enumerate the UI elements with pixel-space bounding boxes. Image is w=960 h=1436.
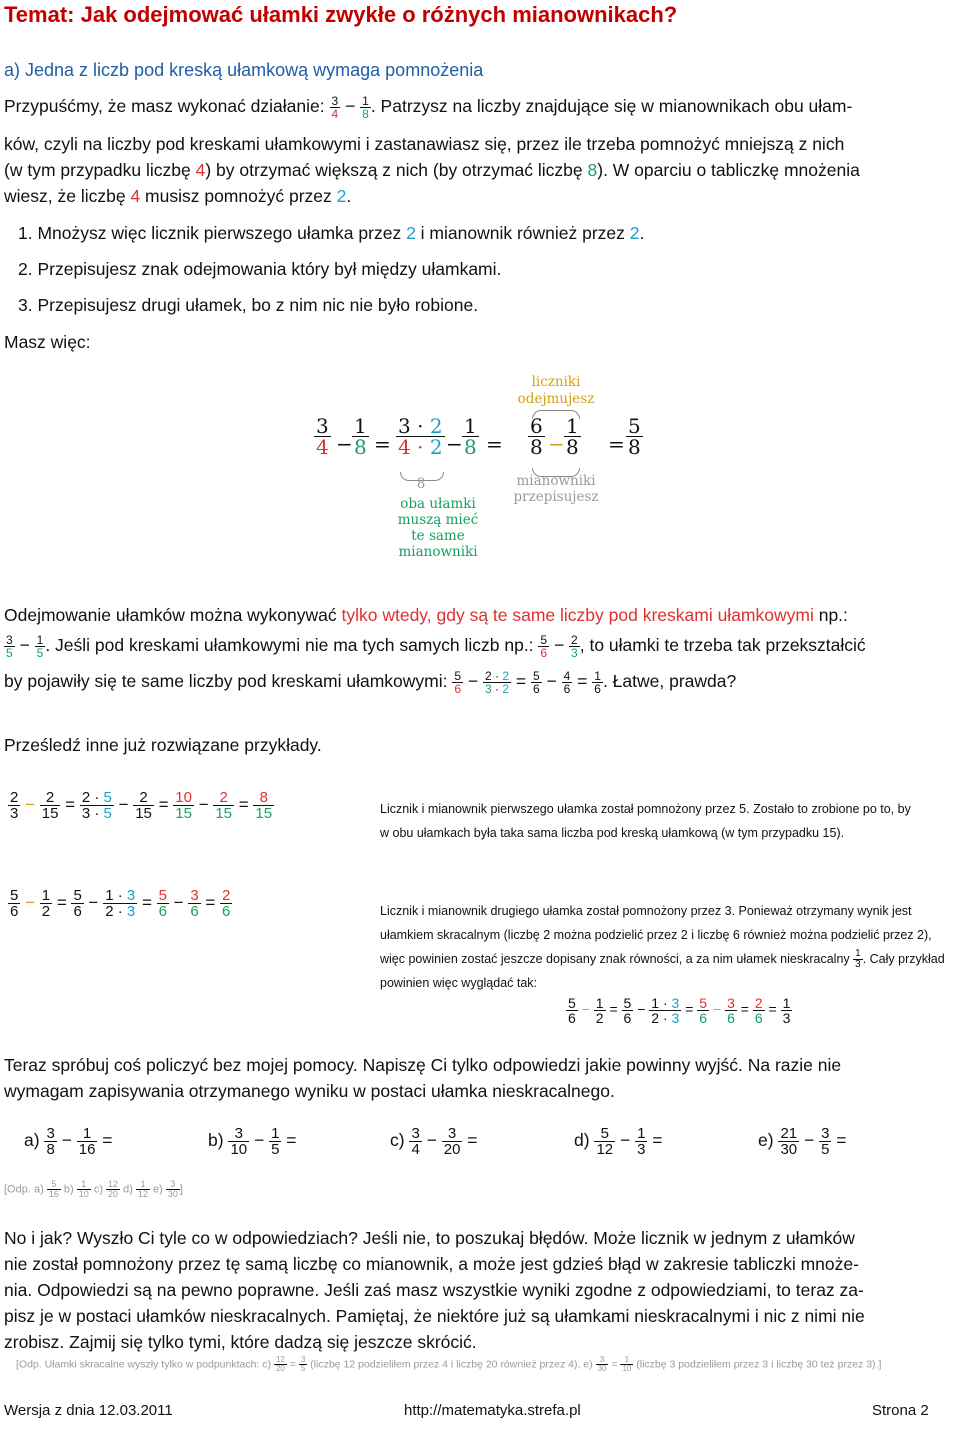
para2-line-2: $\frac{3}{5}$ − $\frac{1}{5}$ . Jeśli pod kreskami ułamkowymi nie ma tych samych liczb np.: $\frac{5}{6}$ − $\frac{2}{3}$ , to ułamki te trzeba tak przekształcić — [6, 632, 866, 660]
noijak-line-2: nie został pomnożony przez tę samą liczbę co mianownik, a może jest gdzieś błąd w zakresie tabliczki mnoże- — [4, 1254, 859, 1274]
para2-line-3: by pojawiły się te same liczby pod kreskami ułamkowymi: $\frac{5}{6}$ − $\frac{2 \cdot 2}{3 \cdot 2}$ = $\frac{5}{6}$ − $\frac{4}{6}$ = $\frac{1}{6}$ . Łatwe, prawda? — [4, 668, 737, 696]
przesledz-text: Prześledź inne już rozwiązane przykłady. — [4, 735, 322, 755]
section-subtitle: a) Jedna z liczb pod kreską ułamkową wymaga pomnożenia — [4, 60, 484, 80]
intro-line-4: wiesz, że liczbę 4 musisz pomnożyć przez 2. — [4, 186, 352, 206]
noijak-line-1: No i jak? Wyszło Ci tyle co w odpowiedziach? Jeśli nie, to poszukaj błędów. Może licznik w jednym z ułamków — [4, 1228, 855, 1248]
exercise-b: b) $\frac{3}{10}$ − $\frac{1}{5}$ = — [208, 1125, 297, 1158]
annotation-liczniki: liczniki — [531, 374, 581, 390]
page-title: Temat: Jak odejmować ułamki zwykłe o różnych mianownikach? — [4, 2, 678, 27]
footer-page: Strona 2 — [872, 1402, 929, 1419]
footer-version: Wersja z dnia 12.03.2011 — [4, 1402, 173, 1419]
fraction-1-8: $\frac{1}{8}$ — [354, 414, 367, 459]
fraction-6-8: $\frac{6}{8}$ — [530, 414, 543, 459]
fraction-1-8-c: $\frac{1}{8}$ — [566, 414, 579, 459]
intro-line-2: ków, czyli na liczby pod kreskami ułamkowymi i zastanawiasz się, przez ile trzeba pomnożyć mniejszą z nich — [4, 134, 845, 154]
fraction-result-5-8: $\frac{5}{8}$ — [628, 414, 641, 459]
teraz-line-1: Teraz spróbuj coś policzyć bez mojej pomocy. Napiszę Ci tylko odpowiedzi jakie powinny wyjść. Na razie nie — [4, 1055, 842, 1075]
fraction-3-4: $\frac{3}{4}$ — [316, 414, 329, 459]
step-2: 2. Przepisujesz znak odejmowania który był między ułamkami. — [18, 259, 502, 279]
teraz-line-2: wymagam zapisywania otrzymanego wyniku w postaci ułamka nieskracalnego. — [4, 1081, 615, 1101]
worked-example-diagram: liczniki odejmujesz $\frac{3}{4}$ − $\frac{1}{8}$ = $\frac{3 \cdot 2}{4 \cdot 2}$ − $\frac{1}{8}$ = $\frac{6}{8}$ − $\frac{1}{8}$ = $\frac{5}{8}$ 8 oba ułamki muszą mieć te same mianowniki mianowniki przepisujesz — [316, 374, 641, 560]
answers-hint: [Odp. a) $\frac{5}{16}$ b) $\frac{1}{10}$ c) $\frac{12}{20}$ d) $\frac{1}{12}$ e) $\frac{3}{30}$ ] — [4, 1179, 183, 1199]
fraction-1-8-b: $\frac{1}{8}$ — [464, 414, 477, 459]
fraction-expanded: $\frac{3 \cdot 2}{4 \cdot 2}$ — [398, 414, 443, 459]
step-1: 1. Mnożysz więc licznik pierwszego ułamka przez 2 i mianownik również przez 2. — [18, 223, 645, 243]
noijak-line-5: zrobisz. Zajmij się tylko tymi, które dadzą się jeszcze skrócić. — [4, 1332, 477, 1352]
masz-wiec: Masz więc: — [4, 332, 91, 352]
annotation-odejmujesz: odejmujesz — [517, 391, 595, 407]
exercise-d: d) $\frac{5}{12}$ − $\frac{1}{3}$ = — [574, 1125, 663, 1158]
intro-line-3: (w tym przypadku liczbę 4) by otrzymać większą z nich (by otrzymać liczbę 8). W oparciu o tabliczkę mnożenia — [4, 160, 860, 180]
answers-hint-2: [Odp. Ułamki skracalne wyszły tylko w podpunktach: c) $\frac{12}{20}$ = $\frac{3}{5}$ (liczbę 12 podzieliłem przez 4 i liczbę 20 również przez 4), e) $\frac{3}{30}$ = $\frac{1}{10}$ (liczbę 3 podzieliłem przez 3 i liczbę 30 też przez 3).] — [16, 1355, 882, 1373]
para2-line-1: Odejmowanie ułamków można wykonywać tylko wtedy, gdy są te same liczby pod kreskami ułamkowymi np.: — [4, 605, 848, 625]
example-2-equation: $\frac{5}{6}$ − $\frac{1}{2}$ = $\frac{5}{6}$ − $\frac{1 \cdot 3}{2 \cdot 3}$ = $\frac{5}{6}$ − $\frac{3}{6}$ = $\frac{2}{6}$ — [10, 887, 231, 920]
step-3: 3. Przepisujesz drugi ułamek, bo z nim nic nie było robione. — [18, 295, 479, 315]
footer-url[interactable]: http://matematyka.strefa.pl — [404, 1402, 581, 1419]
exercise-e: e) $\frac{21}{30}$ − $\frac{3}{5}$ = — [758, 1125, 847, 1158]
example-1-equation: $\frac{2}{3}$ − $\frac{2}{15}$ = $\frac{2 \cdot 5}{3 \cdot 5}$ − $\frac{2}{15}$ = $\frac{10}{15}$ − $\frac{2}{15}$ = $\frac{8}{15}$ — [10, 789, 273, 822]
example-1-explanation: Licznik i mianownik pierwszego ułamka został pomnożony przez 5. Zostało to zrobione po to, by w obu ułamkach była taka sama liczba pod kreską ułamkową (w tym przypadku 15). — [380, 802, 911, 840]
example-2-full: $\frac{5}{6}$ − $\frac{1}{2}$ = $\frac{5}{6}$ − $\frac{1 \cdot 3}{2 \cdot 3}$ = $\frac{5}{6}$ − $\frac{3}{6}$ = $\frac{2}{6}$ = $\frac{1}{3}$ — [568, 995, 791, 1026]
intro-line-1: Przypuśćmy, że masz wykonać działanie: $\frac{3}{4}$ − $\frac{1}{8}$ . Patrzysz na liczby znajdujące się w mianownikach obu ułam- — [4, 93, 853, 121]
exercise-row — [24, 1120, 944, 1164]
noijak-line-3: nia. Odpowiedzi są na pewno poprawne. Jeśli zaś masz wszystkie wyniki zgodne z odpowiedziami, to teraz za- — [4, 1280, 864, 1300]
noijak-line-4: pisz je w postaci ułamków nieskracalnych. Pamiętaj, że niektóre już są ułamkami nieskracalnymi i nic z nimi nie — [4, 1306, 865, 1326]
exercise-a: a) $\frac{3}{8}$ − $\frac{1}{16}$ = — [24, 1125, 113, 1158]
example-2-explanation: Licznik i mianownik drugiego ułamka został pomnożony przez 3. Ponieważ otrzymany wynik jest ułamkiem skracalnym (liczbę 2 można podzielić przez 2 i liczbę 6 również można podzielić przez 2), więc powinien zostać jeszcze dopisany znak równości, a za nim ułamek nieskracalny $\frac{1}{3}$ . Cały przykład powinien więc wyglądać tak: — [380, 904, 945, 991]
exercise-c: c) $\frac{3}{4}$ − $\frac{3}{20}$ = — [390, 1125, 478, 1158]
